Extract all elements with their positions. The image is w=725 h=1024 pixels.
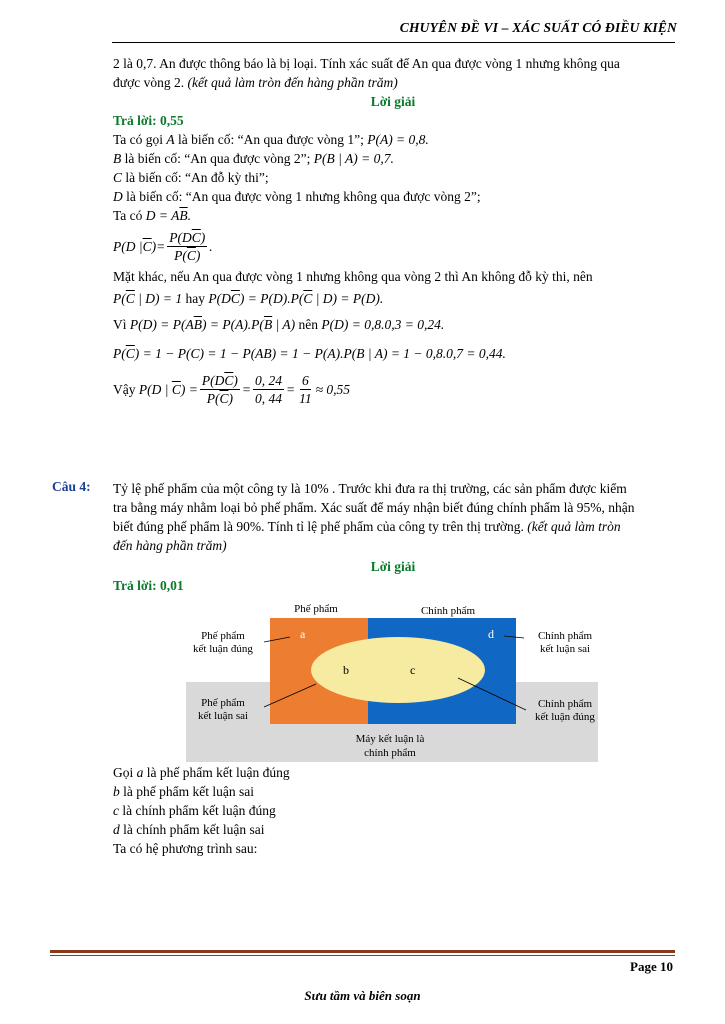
header-divider bbox=[112, 42, 675, 43]
word-vay: Vậy bbox=[113, 381, 136, 397]
q4-line-2: tra bằng máy nhằm loại bỏ phế phẩm. Xác suất để máy nhận biết đúng chính phẩm là 95%, nhận bbox=[113, 500, 635, 515]
def-A bbox=[113, 130, 673, 149]
eq-PD bbox=[113, 315, 673, 334]
reason-line: Mặt khác, nếu An qua được vòng 1 nhưng không qua vòng 2 thì An không đỗ kỳ thi, nên bbox=[113, 269, 593, 284]
fraction: $\frac{P(D\overline{C})}{P(\overline{C})}$ bbox=[169, 229, 206, 263]
eq-D bbox=[113, 206, 673, 225]
region-b: b bbox=[343, 663, 349, 677]
label-defective: Phế phẩm bbox=[294, 603, 338, 615]
region-a: a bbox=[300, 627, 306, 641]
var-b: b bbox=[113, 784, 120, 799]
q4-line-3-text: biết đúng phế phẩm là 90%. Tính tỉ lệ phế phẩm của công ty trên thị trường. bbox=[113, 519, 528, 534]
word-vi: Vì bbox=[113, 317, 127, 332]
def-c-text: là chính phẩm kết luận đúng bbox=[122, 803, 276, 818]
intro-line-1: 2 là 0,7. An được thông báo là bị loại. Tính xác suất để An qua được vòng 1 nhưng không qua bbox=[113, 56, 620, 71]
content bbox=[113, 54, 673, 415]
ellipse-region bbox=[311, 637, 485, 703]
eq-PD-value: P(D) = 0,8.0,3 = 0,24. bbox=[321, 317, 445, 332]
def-c bbox=[113, 801, 673, 820]
label-left-bot-2: kết luận sai bbox=[197, 710, 249, 722]
def-A-math: P(A) = 0,8. bbox=[367, 132, 429, 147]
intro-rounding-note: (kết quả làm tròn đến hàng phần trăm) bbox=[187, 75, 398, 90]
def-d bbox=[113, 820, 673, 839]
label-bottom-1: Máy kết luận là bbox=[355, 733, 425, 745]
def-C-text: là biến cố: “An đỗ kỳ thi”; bbox=[125, 170, 269, 185]
var-C: C bbox=[113, 170, 123, 185]
answer-2: Trả lời: 0,01 bbox=[113, 578, 184, 593]
word-nen: nên bbox=[298, 317, 319, 332]
eq-PD-math: $P(D) = P(A\overline{B}) = P(A).P(\overline{B}$ | A) bbox=[129, 317, 296, 332]
var-A: A bbox=[166, 132, 175, 147]
var-B: B bbox=[113, 151, 122, 166]
label-left-top-2: kết luận đúng bbox=[193, 643, 253, 655]
final-approx: ≈ 0,55 bbox=[315, 381, 351, 397]
def-b-text: là phế phẩm kết luận sai bbox=[123, 784, 254, 799]
def-A-lead: Ta có gọi bbox=[113, 132, 167, 147]
def-D bbox=[113, 187, 673, 206]
answer-1: Trả lời: 0,55 bbox=[113, 113, 184, 128]
fraction: $\frac{P(D\overline{C})}{P(\overline{C})}$ bbox=[201, 372, 238, 406]
def-A-text: là biến cố: “An qua được vòng 1”; bbox=[178, 132, 364, 147]
q4-line-1: Tỷ lệ phế phẩm của một công ty là 10% . Trước khi đưa ra thị trường, các sản phẩm được kiểm bbox=[113, 481, 627, 496]
intro-line-2 bbox=[113, 73, 673, 92]
fraction: $\frac{6}{11}$ bbox=[299, 372, 312, 406]
label-right-top-2: kết luận sai bbox=[539, 643, 591, 655]
footer-text: Sưu tầm và biên soạn bbox=[304, 988, 421, 1003]
var-c: c bbox=[113, 803, 119, 818]
label-right-bot-2: kết luận đúng bbox=[535, 711, 595, 723]
def-C bbox=[113, 168, 673, 187]
q4-rounding-note-1: (kết quả làm tròn bbox=[527, 519, 621, 534]
def-a-text: là phế phẩm kết luận đúng bbox=[146, 765, 290, 780]
def-a bbox=[113, 763, 673, 782]
def-B-math: P(B | A) = 0,7. bbox=[313, 151, 394, 166]
eq-PCbar: $P(\overline{C}) = 1 - P(C) = 1 - P(AB) = 1 - P(A).P(B$ | A) = 1 − 0,8.0,7 = 0,44. bbox=[113, 346, 506, 361]
def-B-text: là biến cố: “An qua được vòng 2”; bbox=[124, 151, 311, 166]
def-D-text: là biến cố: “An qua được vòng 1 nhưng không qua được vòng 2”; bbox=[126, 189, 481, 204]
var-a: a bbox=[136, 765, 144, 780]
footer-divider-thin bbox=[50, 955, 675, 956]
label-good: Chính phẩm bbox=[420, 605, 476, 617]
q4-line-3 bbox=[113, 517, 673, 536]
intro-line-2-text: được vòng 2. bbox=[113, 75, 188, 90]
region-c: c bbox=[410, 663, 416, 677]
solution-title-1: Lời giải bbox=[370, 94, 416, 109]
eq-D-math: $D = A\overline{B}$. bbox=[145, 208, 192, 223]
def-b bbox=[113, 782, 673, 801]
word-hay: hay bbox=[185, 291, 205, 306]
page-header-title: CHUYÊN ĐỀ VI – XÁC SUẤT CÓ ĐIỀU KIỆN bbox=[399, 20, 677, 35]
var-D: D bbox=[113, 189, 123, 204]
eq-final: Vậy P(D | $\overline{C}$) = $\frac{P(D\overline{C})}{P(\overline{C})}$ = $\frac{0, 24}{0, 44}$ = $\frac{6}{11}$ ≈ 0,55 bbox=[113, 372, 351, 406]
q4-line-4: đến hàng phần trăm) bbox=[113, 538, 227, 553]
venn-diagram bbox=[186, 598, 598, 762]
def-d-text: là chính phẩm kết luận sai bbox=[123, 822, 265, 837]
region-d: d bbox=[488, 627, 494, 641]
page-number: Page 10 bbox=[630, 959, 673, 974]
var-d: d bbox=[113, 822, 120, 837]
system-intro: Ta có hệ phương trình sau: bbox=[113, 841, 258, 856]
label-bottom-2: chính phẩm bbox=[364, 747, 416, 759]
question-4-label: Câu 4: bbox=[52, 479, 91, 494]
definitions bbox=[113, 763, 673, 858]
label-left-top-1: Phế phẩm bbox=[201, 630, 245, 642]
label-right-top-1: Chính phẩm bbox=[537, 630, 593, 642]
label-left-bot-1: Phế phẩm bbox=[201, 697, 245, 709]
eq-cond-D: $P(\overline{C}$ | D) = 1 hay $P(D\overline{C}) = P(D).P(\overline{C}$ | D) = P(D). bbox=[113, 291, 384, 306]
eq-cond-prob: P ( D | $\overline{C}$ ) = $\frac{P(D\overline{C})}{P(\overline{C})}$ . bbox=[113, 229, 213, 263]
def-B bbox=[113, 149, 673, 168]
footer-divider bbox=[50, 950, 675, 953]
label-right-bot-1: Chính phẩm bbox=[537, 698, 593, 710]
solution-title-2: Lời giải bbox=[370, 559, 416, 574]
question-4 bbox=[113, 479, 673, 595]
word-goi: Gọi bbox=[113, 765, 134, 780]
eq-D-lead: Ta có bbox=[113, 208, 143, 223]
fraction: $\frac{0, 24}{0, 44}$ bbox=[254, 372, 282, 406]
